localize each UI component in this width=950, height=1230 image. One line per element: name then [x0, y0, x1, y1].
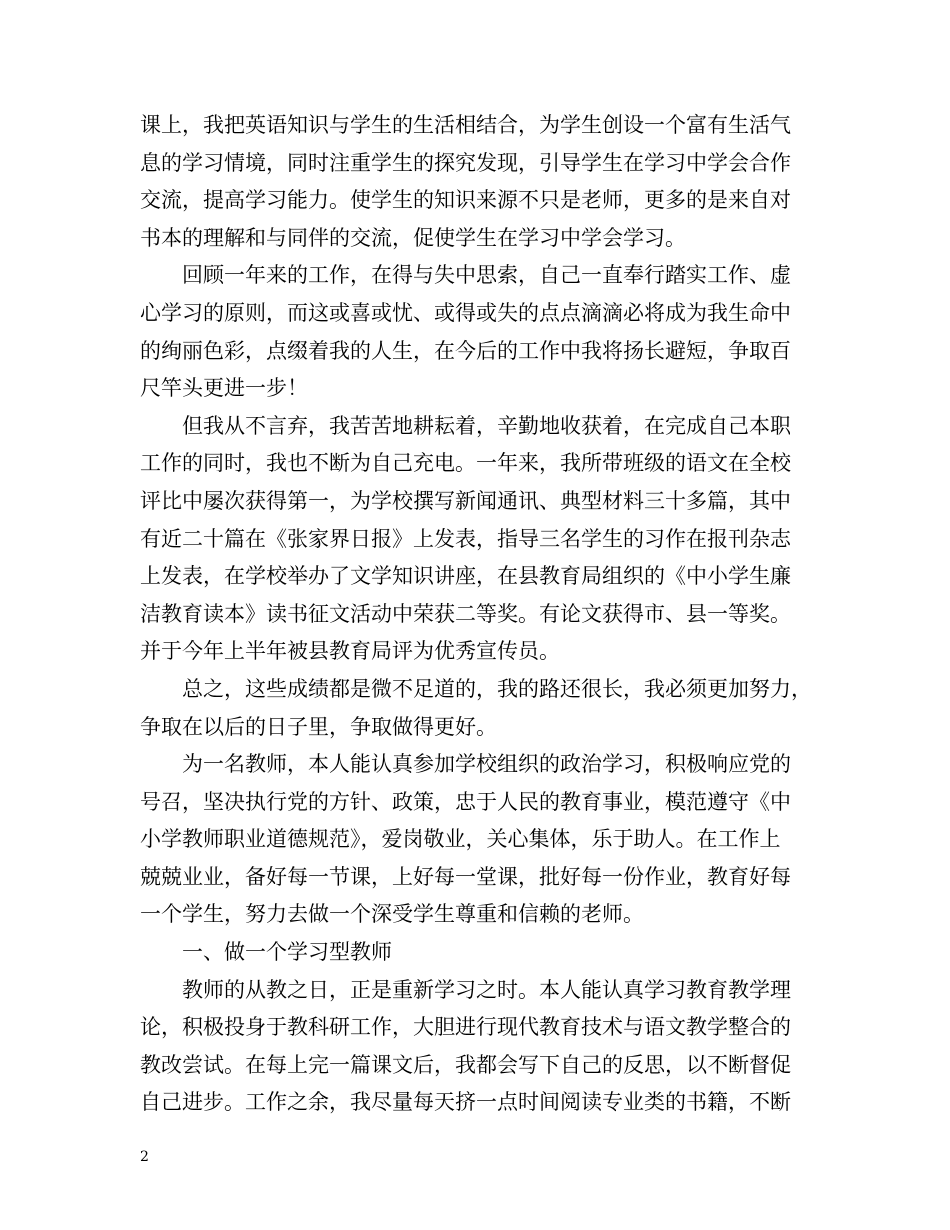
text-line: 的绚丽色彩，点缀着我的人生，在今后的工作中我将扬长避短，争取百 [140, 338, 791, 363]
text-line: 总之，这些成绩都是微不足道的，我的路还很长，我必须更加努力， [182, 676, 812, 701]
text-line: 一个学生，努力去做一个深受学生尊重和信赖的老师。 [140, 902, 644, 927]
text-line: 上发表，在学校举办了文学知识讲座，在县教育局组织的《中小学生廉 [140, 564, 791, 589]
page-number: 2 [140, 1149, 149, 1165]
text-line: 有近二十篇在《张家界日报》上发表，指导三名学生的习作在报刊杂志 [140, 526, 791, 551]
text-line: 教师的从教之日，正是重新学习之时。本人能认真学习教育教学理 [182, 977, 791, 1002]
text-line: 心学习的原则，而这或喜或忧、或得或失的点点滴滴必将成为我生命中 [140, 300, 791, 325]
text-line: 但我从不言弃，我苦苦地耕耘着，辛勤地收获着，在完成自己本职 [182, 413, 791, 438]
text-line: 论，积极投身于教科研工作，大胆进行现代教育技术与语文教学整合的 [140, 1015, 791, 1040]
text-line: 尺竿头更进一步！ [140, 376, 308, 401]
text-line: 评比中屡次获得第一，为学校撰写新闻通讯、典型材料三十多篇，其中 [140, 488, 791, 513]
text-line: 洁教育读本》读书征文活动中荣获二等奖。有论文获得市、县一等奖。 [140, 601, 791, 626]
text-line: 号召，坚决执行党的方针、政策，忠于人民的教育事业，模范遵守《中 [140, 789, 791, 814]
text-line: 自己进步。工作之余，我尽量每天挤一点时间阅读专业类的书籍，不断 [140, 1090, 791, 1115]
body-text [140, 107, 812, 1122]
text-line: 兢兢业业，备好每一节课，上好每一堂课，批好每一份作业，教育好每 [140, 864, 791, 889]
text-line: 一、做一个学习型教师 [182, 940, 392, 965]
text-line: 交流，提高学习能力。使学生的知识来源不只是老师，更多的是来自对 [140, 188, 791, 213]
text-line: 息的学习情境，同时注重学生的探究发现，引导学生在学习中学会合作 [140, 150, 791, 175]
text-line: 并于今年上半年被县教育局评为优秀宣传员。 [140, 639, 560, 664]
text-line: 教改尝试。在每上完一篇课文后，我都会写下自己的反思，以不断督促 [140, 1052, 791, 1077]
text-line: 课上，我把英语知识与学生的生活相结合，为学生创设一个富有生活气 [140, 113, 791, 137]
text-line: 小学教师职业道德规范》，爱岗敬业，关心集体，乐于助人。在工作上 [140, 827, 781, 852]
text-line: 书本的理解和与同伴的交流，促使学生在学习中学会学习。 [140, 225, 686, 250]
text-line: 争取在以后的日子里，争取做得更好。 [140, 714, 497, 739]
text-line: 工作的同时，我也不断为自己充电。一年来，我所带班级的语文在全校 [140, 451, 791, 476]
text-line: 为一名教师，本人能认真参加学校组织的政治学习，积极响应党的 [182, 752, 791, 777]
text-line: 回顾一年来的工作，在得与失中思索，自己一直奉行踏实工作、虚 [182, 263, 791, 288]
